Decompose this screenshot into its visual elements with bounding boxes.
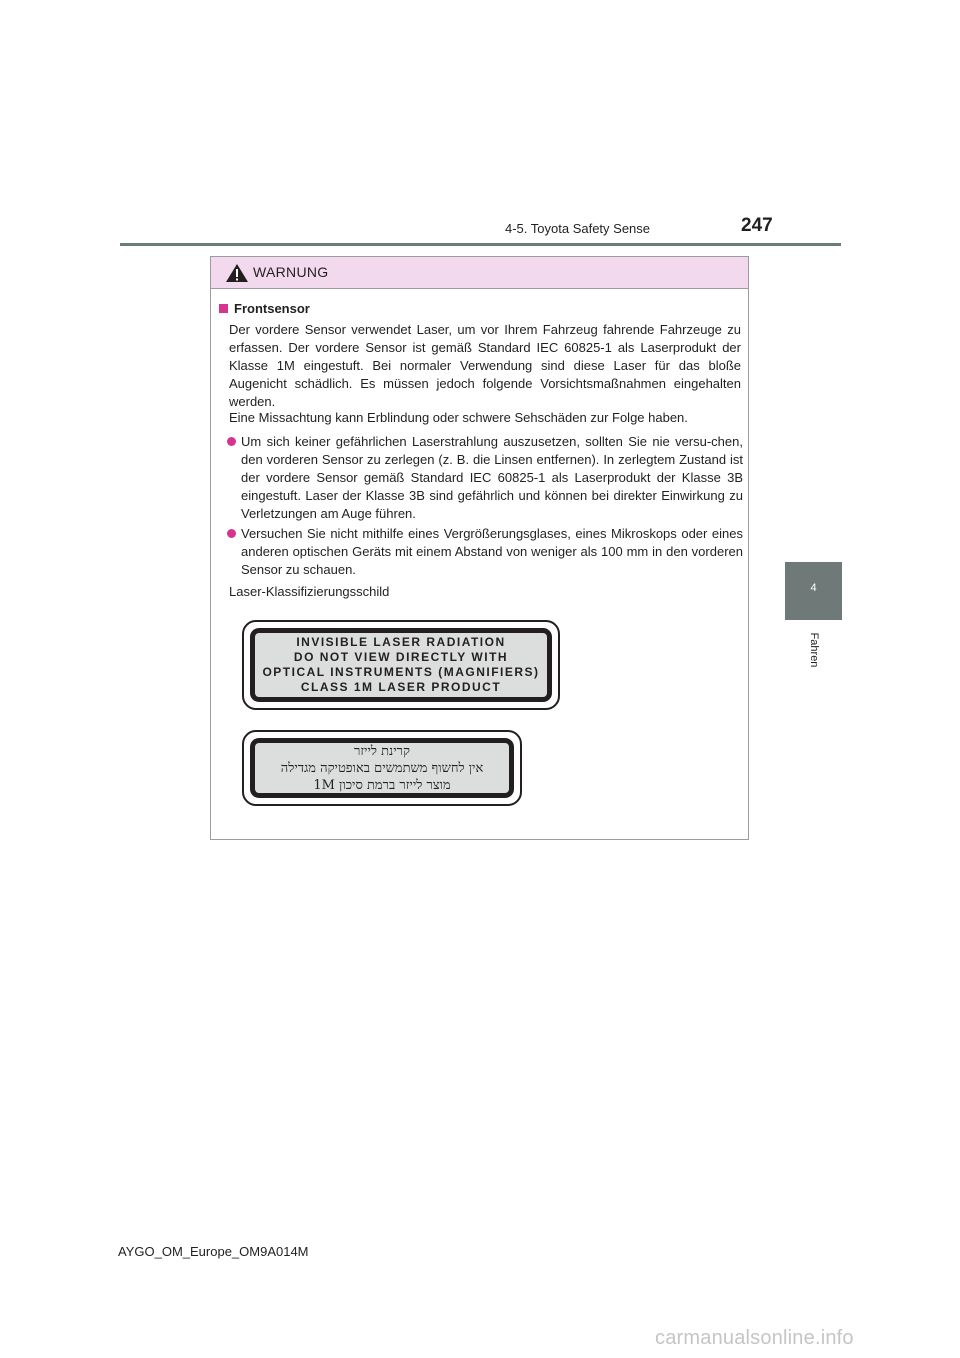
- chapter-tab: [785, 562, 842, 620]
- laser-label-line: מוצר לייזר ברמת סיכון 1M: [313, 777, 451, 793]
- warning-triangle-icon: [225, 263, 249, 283]
- laser-label-english-panel: [250, 628, 552, 702]
- bullet-item: [227, 433, 743, 523]
- round-bullet-icon: [227, 529, 236, 538]
- warning-consequence-text: Eine Missachtung kann Erblindung oder schwere Sehschäden zur Folge haben.: [229, 410, 688, 425]
- warning-header: [211, 257, 748, 289]
- laser-label-line: קרינת לייזר: [354, 743, 410, 759]
- round-bullet-icon: [227, 437, 236, 446]
- bullet-text: Versuchen Sie nicht mithilfe eines Vergrößerungsglases, eines Mikroskops oder eines anderen optischen Geräts mit einem Abstand von weniger als 100 mm in den vorderen Sensor zu schauen.: [241, 526, 743, 577]
- header-section-title: 4-5. Toyota Safety Sense: [505, 221, 651, 236]
- laser-classification-label-hebrew: [242, 730, 522, 806]
- laser-label-line: CLASS 1M LASER PRODUCT: [300, 680, 502, 694]
- footer-doc-code: AYGO_OM_Europe_OM9A014M: [118, 1244, 309, 1259]
- warning-intro-paragraph: Der vordere Sensor verwendet Laser, um vor Ihrem Fahrzeug fahrende Fahrzeuge zu erfassen. Der vordere Sensor ist gemäß Standard IEC 60825-1 als Laserprodukt der Klasse 1M eingestuft. Bei normaler Verwendung sind diese Laser für das bloße Augenicht schädlich. Es müssen jedoch folgende Vorsichtsmaßnahmen eingehalten werden.: [229, 322, 741, 409]
- laser-label-line: INVISIBLE LASER RADIATION: [296, 635, 506, 649]
- section-heading: [219, 301, 310, 316]
- laser-label-line: אין לחשוף משתמשים באופטיקה מגדילה: [280, 760, 484, 776]
- laser-label-line: OPTICAL INSTRUMENTS (MAGNIFIERS): [262, 665, 540, 679]
- laser-label-line: DO NOT VIEW DIRECTLY WITH: [293, 650, 509, 664]
- section-heading-text: Frontsensor: [234, 301, 310, 316]
- square-bullet-icon: [219, 304, 228, 313]
- laser-label-hebrew-panel: [250, 738, 514, 798]
- header-rule: [120, 243, 841, 246]
- footer-watermark: carmanualsonline.info: [655, 1327, 854, 1349]
- bullet-item: [227, 525, 743, 579]
- bullet-text: Um sich keiner gefährlichen Laserstrahlung auszusetzen, sollten Sie nie versu-chen, den vorderen Sensor zu zerlegen (z. B. die Linsen entfernen). In zerlegtem Zustand ist der vordere Sensor gemäß Standard IEC 60825-1 als Laserprodukt der Klasse 3B eingestuft. Laser der Klasse 3B sind gefährlich und können bei direkter Einwirkung zu Verletzungen am Auge führen.: [241, 434, 743, 521]
- warning-title: WARNUNG: [253, 264, 329, 280]
- laser-classification-label-english: [242, 620, 560, 710]
- label-caption: Laser-Klassifizierungsschild: [229, 584, 390, 599]
- chapter-number: 4: [810, 582, 817, 594]
- page-number: 247: [741, 215, 773, 236]
- chapter-title: Fahren: [808, 632, 820, 668]
